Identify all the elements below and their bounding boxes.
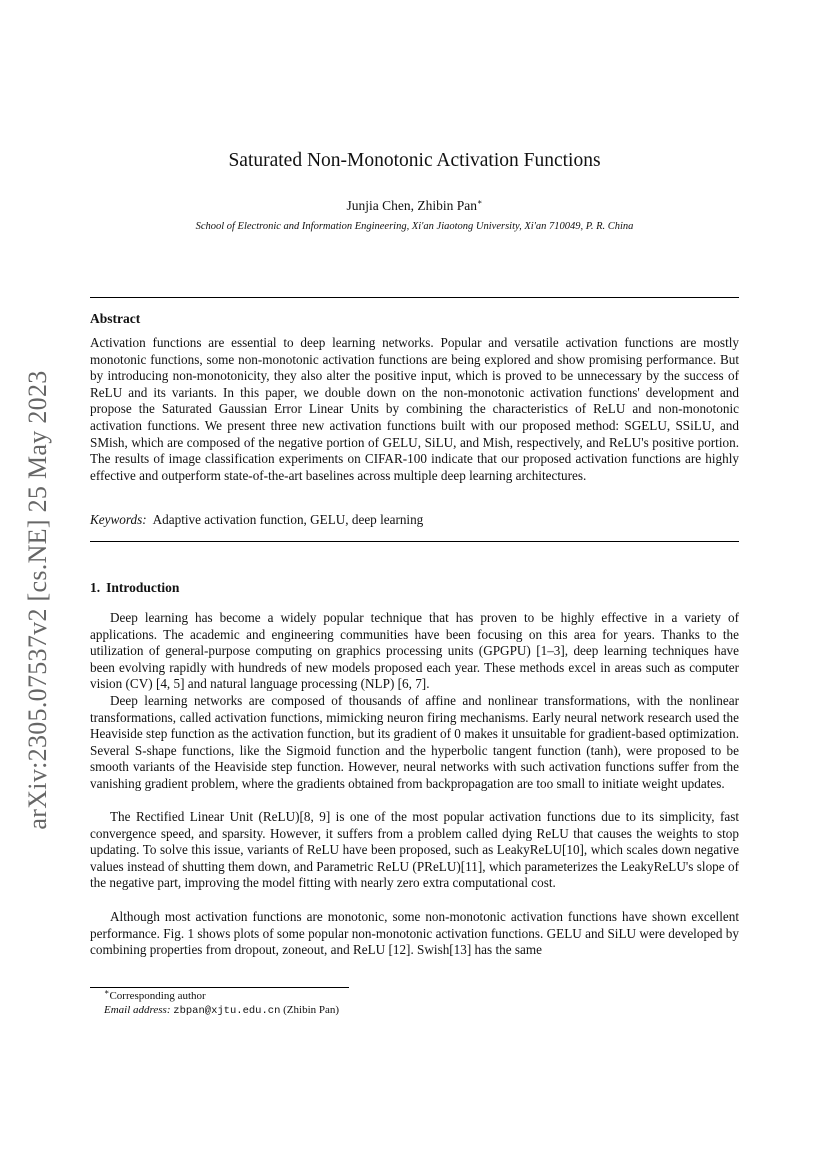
footnote-rule (90, 987, 349, 988)
author-names: Junjia Chen, Zhibin Pan (346, 198, 478, 213)
abstract-heading: Abstract (90, 311, 141, 326)
paper-title: Saturated Non-Monotonic Activation Functions (228, 150, 601, 171)
corresponding-marker: ∗ (477, 197, 483, 207)
paragraph: Deep learning networks are composed of thousands of affine and nonlinear transformations, with the nonlinear transformations, called activation functions, mimicking neuron firing mechanisms. Early neural network research used the Heaviside step function as the activation function, but its gradient of 0 makes it unsuitable for gradient-based optimization. Several S-shape functions, like the Sigmoid function and the hyperbolic tangent function (tanh), were proposed to be smooth variants of the Heaviside step function. However, neural networks with such activation functions suffer from the vanishing gradient problem, where the gradients obtained from backpropagation are too small to initiate weight updates. (90, 693, 739, 791)
abstract-bottom-rule (90, 541, 739, 542)
footnote-text: Corresponding author (109, 990, 206, 1002)
footnote-marker: ∗ (104, 987, 110, 997)
paragraph: The Rectified Linear Unit (ReLU)[8, 9] is one of the most popular activation functions due to its simplicity, fast convergence speed, and sparsity. However, it suffers from a problem called dying ReLU that causes the weights to stop updating. To solve this issue, variants of ReLU have been proposed, such as LeakyReLU[10], which scales down negative values instead of shutting them down, and Parametric ReLU (PReLU)[11], which parameterizes the LeakyReLU's slope of the negative part, improving the model fitting with nearly zero extra computational cost. (90, 809, 739, 891)
arxiv-stamp (16, 350, 60, 850)
paragraph: Deep learning has become a widely popular technique that has proven to be highly effective in a variety of applications. The academic and engineering communities have been focusing on this area for years. Thanks to the utilization of general-purpose computing on graphics processing units (GPGPU) [1–3], deep learning techniques have been evolving rapidly with hundreds of new models proposed each year. These methods excel in areas such as computer vision (CV) [4, 5] and natural language processing (NLP) [6, 7]. (90, 610, 739, 692)
section-heading (90, 580, 179, 596)
paragraph: Although most activation functions are monotonic, some non-monotonic activation functions have shown excellent performance. Fig. 1 shows plots of some popular non-monotonic activation functions. GELU and SiLU were developed by combining properties from dropout, zoneout, and ReLU [12]. Swish[13] has the same (90, 909, 739, 958)
keywords (90, 512, 739, 528)
abstract-text: Activation functions are essential to deep learning networks. Popular and versatile activation functions are mostly monotonic functions, some non-monotonic activation functions are being explored and show promising performance. But by introducing non-monotonicity, they also alter the positive input, which is proved to be unnecessary by the success of ReLU and its variants. In this paper, we double down on the non-monotonic activation functions' development and propose the Saturated Gaussian Error Linear Units by combining the characteristics of ReLU and non-monotonic activation functions. We present three new activation functions built with our proposed method: SGELU, SSiLU, and SMish, which are composed of the negative portion of GELU, SiLU, and Mish, respectively, and ReLU's positive portion. The results of image classification experiments on CIFAR-100 indicate that our proposed activation functions are highly effective and outperform state-of-the-art baselines across multiple deep learning architectures. (90, 335, 739, 483)
authors (90, 198, 739, 214)
email-owner: (Zhibin Pan) (283, 1004, 340, 1016)
keywords-text: Adaptive activation function, GELU, deep learning (152, 512, 424, 527)
email-address[interactable]: zbpan@xjtu.edu.cn (173, 1005, 281, 1017)
footnote-email (104, 1004, 339, 1017)
email-label: Email address: (104, 1004, 171, 1016)
section-number: 1. (90, 580, 101, 595)
footnote-corresponding (104, 987, 206, 1002)
arxiv-stamp-text: arXiv:2305.07537v2 [cs.NE] 25 May 2023 (23, 370, 52, 830)
affiliation: School of Electronic and Information Engineering, Xi'an Jiaotong University, Xi'an 710049, P. R. China (195, 221, 634, 232)
keywords-label: Keywords: (90, 512, 147, 527)
abstract-top-rule (90, 297, 739, 298)
section-title: Introduction (106, 580, 180, 595)
